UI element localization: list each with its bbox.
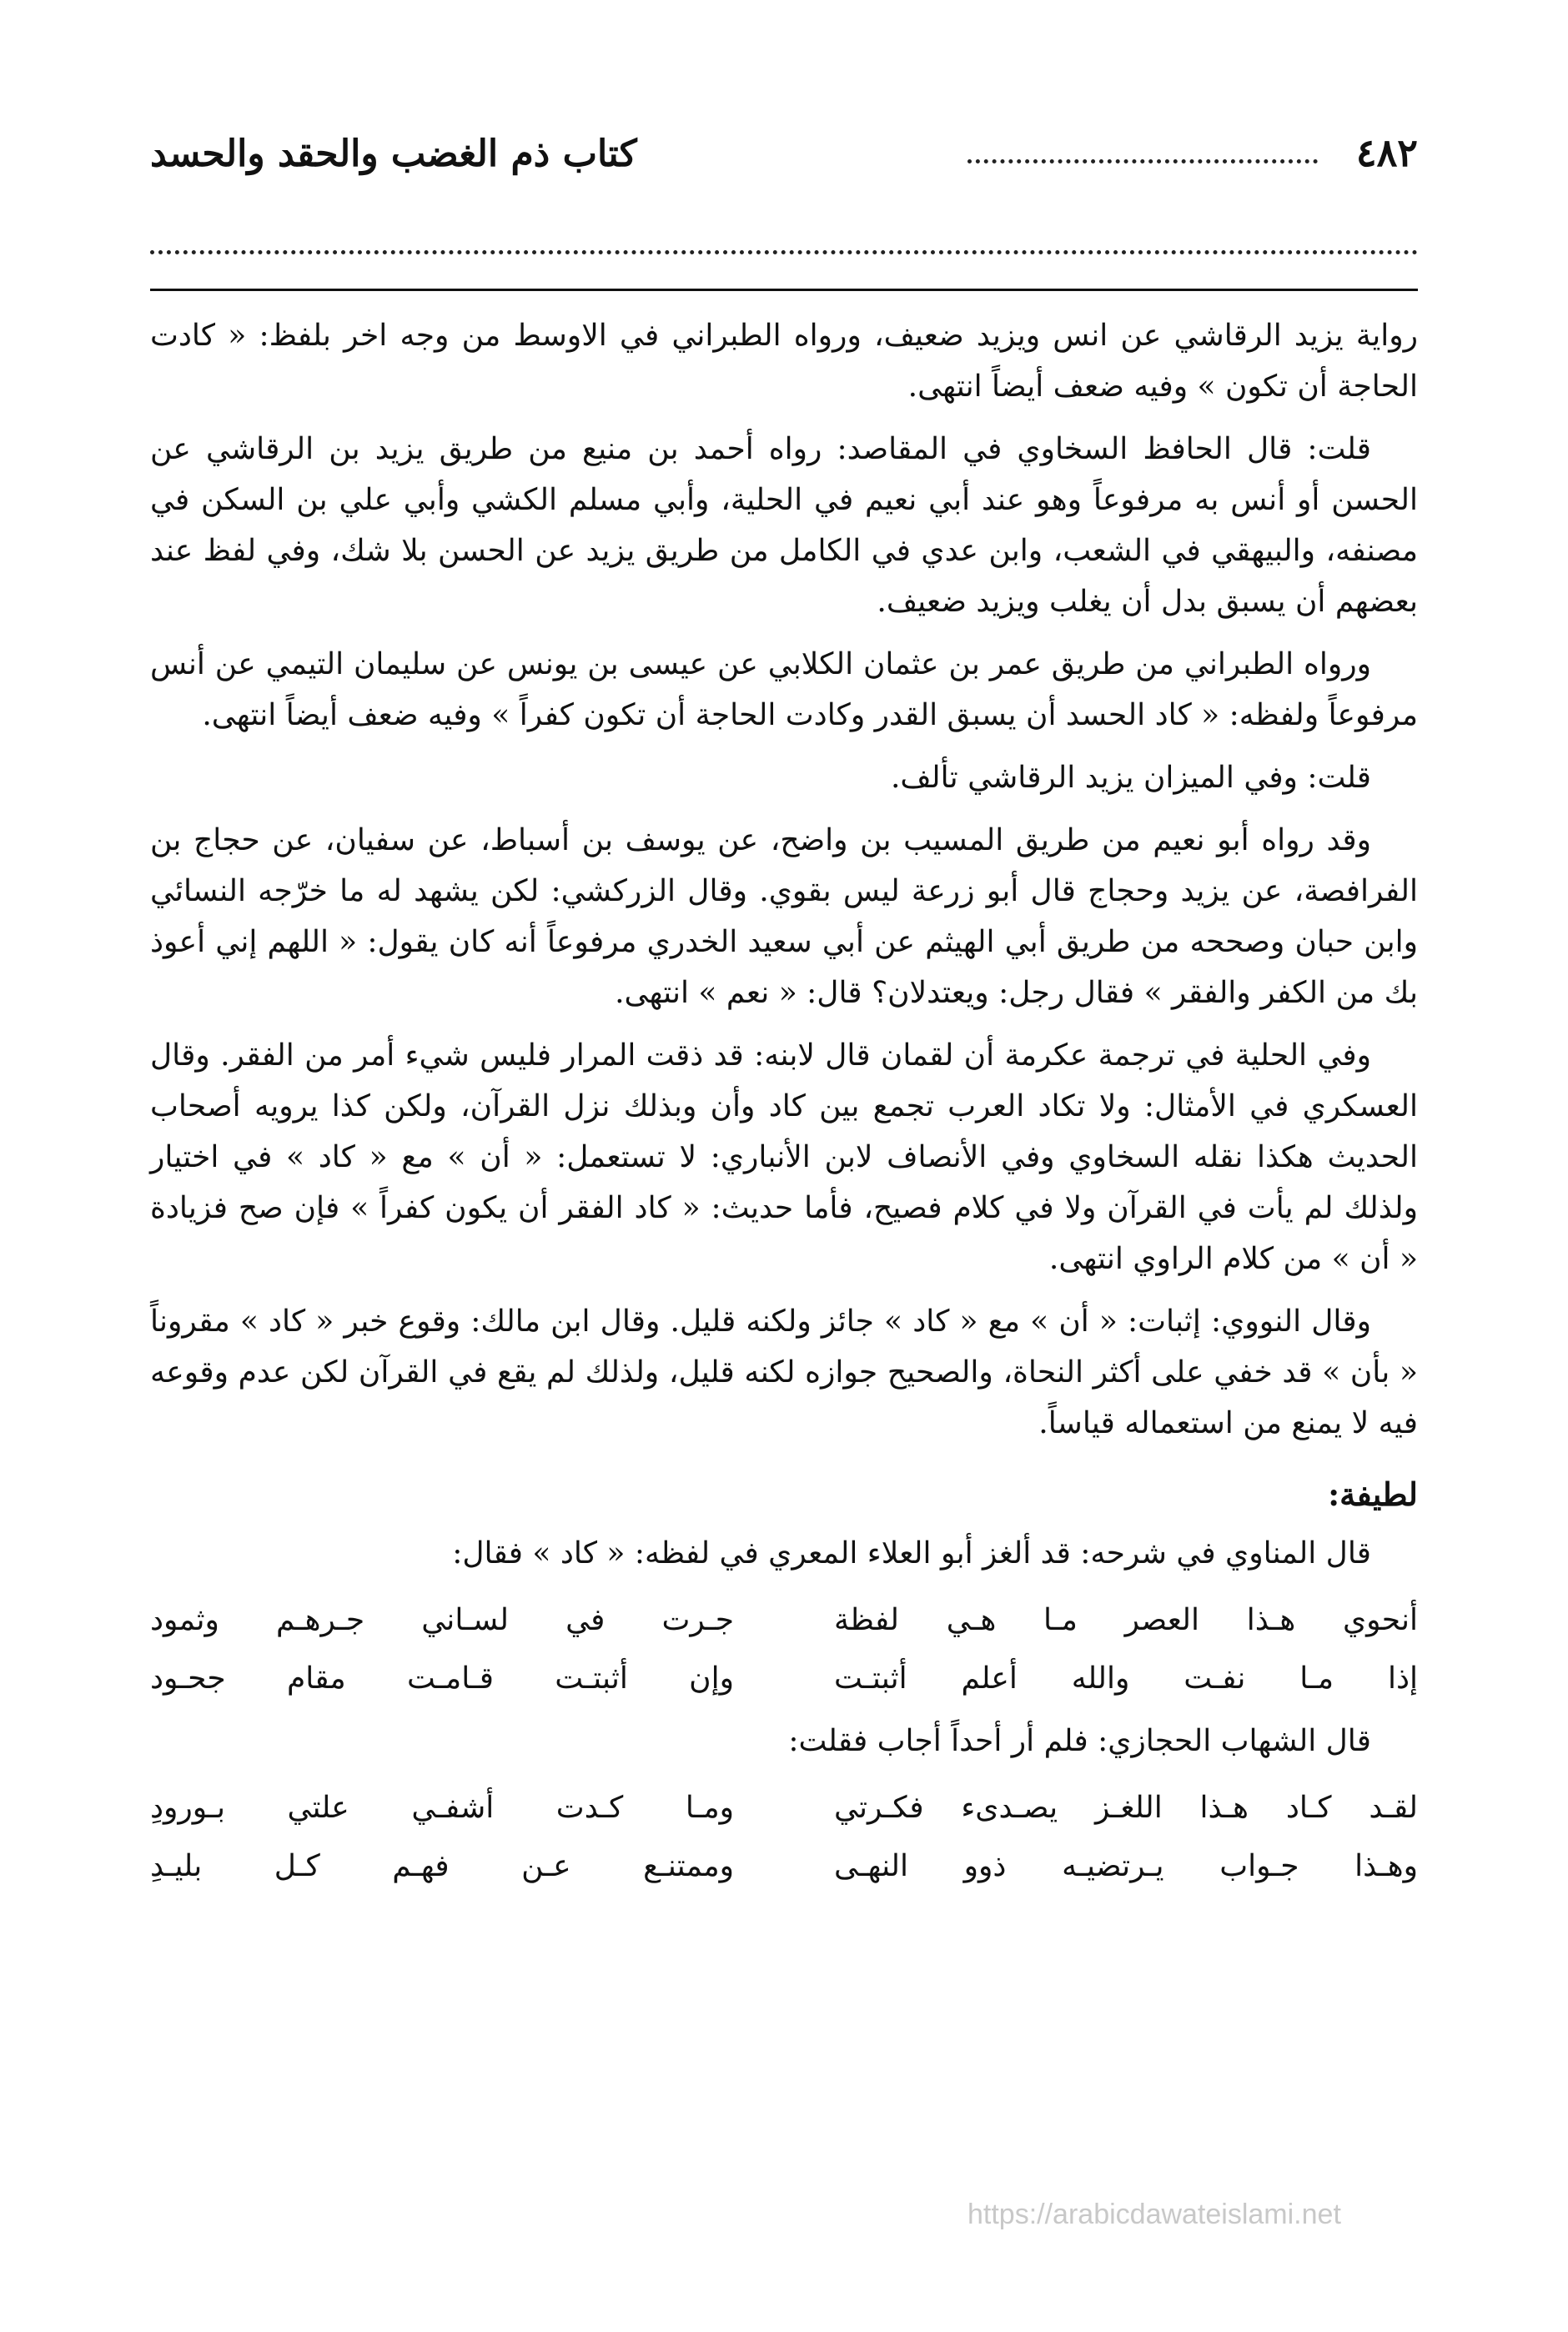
paragraph: رواية يزيد الرقاشي عن انس ويزيد ضعيف، ورواه الطبراني في الاوسط من وجه اخر بلفظ: « كادت الحاجة أن تكون » وفيه ضعف أيضاً انتهى. bbox=[150, 319, 1418, 404]
page-body bbox=[150, 310, 1418, 1903]
poem-verse bbox=[150, 1649, 1418, 1707]
paragraph: وفي الحلية في ترجمة عكرمة أن لقمان قال لابنه: قد ذقت المرار فليس شيء أمر من الفقر. وقال العسكري في الأمثال: ولا تكاد العرب تجمع بين كاد وأن وبذلك نزل القرآن، ولكن كذا يرويه أصحاب الحديث هكذا نقله السخاوي وفي الأنصاف لابن الأنباري: لا تستعمل: « أن » مع « كاد » في اختيار ولذلك لم يأت في القرآن ولا في كلام فصيح، فأما حديث: « كاد الفقر أن يكون كفراً » فإن صح فزيادة « أن » من كلام الراوي انتهى. bbox=[150, 1038, 1418, 1276]
poem-verse bbox=[150, 1591, 1418, 1649]
verse-first-half: أنحوي هـذا العصر مـا هـي لفظة bbox=[834, 1602, 1418, 1637]
watermark-url: https://arabicdawateislami.net bbox=[967, 2199, 1341, 2230]
header-dotted-leader bbox=[967, 159, 1318, 163]
verse-first-half: إذا مـا نفـت والله أعلم أثبتـت bbox=[834, 1661, 1418, 1696]
poem bbox=[150, 1778, 1418, 1895]
verse-first-half: لقـد كـاد هـذا اللغـز يصـدىء فكـرتي bbox=[834, 1790, 1418, 1825]
paragraph: وقال النووي: إثبات: « أن » مع « كاد » جائز ولكنه قليل. وقال ابن مالك: وقوع خبر « كاد » مقروناً « بأن » قد خفي على أكثر النحاة، والصحيح جوازه لكنه قليل، ولذلك لم يقع في القرآن لكن عدم وقوعه فيه لا يمنع من استعماله قياساً. bbox=[150, 1304, 1418, 1440]
poem-verse bbox=[150, 1778, 1418, 1837]
running-header bbox=[150, 125, 1418, 175]
paragraph: قلت: وفي الميزان يزيد الرقاشي تألف. bbox=[890, 761, 1371, 795]
poem-intro: قال المناوي في شرحه: قد ألغز أبو العلاء المعري في لفظه: « كاد » فقال: bbox=[452, 1536, 1371, 1571]
paragraph: قلت: قال الحافظ السخاوي في المقاصد: رواه أحمد بن منيع من طريق يزيد بن الرقاشي عن الحسن أو أنس به مرفوعاً وهو عند أبي نعيم في الحلية، وأبي مسلم الكشي وأبي علي بن السكن في مصنفه، والبيهقي في الشعب، وابن عدي في الكامل من طريق يزيد عن الحسن بلا شك، وفي لفظ عند بعضهم أن يسبق بدل أن يغلب ويزيد ضعيف. bbox=[150, 432, 1418, 619]
paragraph: ورواه الطبراني من طريق عمر بن عثمان الكلابي عن عيسى بن يونس عن سليمان التيمي عن أنس مرفوعاً ولفظه: « كاد الحسد أن يسبق القدر وكادت الحاجة أن تكون كفراً » وفيه ضعف أيضاً انتهى. bbox=[150, 647, 1418, 732]
dotted-rule bbox=[150, 250, 1418, 254]
poem-verse bbox=[150, 1837, 1418, 1895]
verse-second-half: جـرت في لسـاني جـرهـم وثمود bbox=[150, 1602, 734, 1637]
page-number: ٤٨٢ bbox=[1355, 130, 1418, 175]
poem-intro: قال الشهاب الحجازي: فلم أر أحداً أجاب فقلت: bbox=[788, 1724, 1371, 1758]
paragraph: وقد رواه أبو نعيم من طريق المسيب بن واضح، عن يوسف بن أسباط، عن سفيان، عن حجاج بن الفرافصة، عن يزيد وحجاج قال أبو زرعة ليس بقوي. وقال الزركشي: لكن يشهد له ما خرّجه النسائي وابن حبان وصححه من طريق أبي الهيثم عن أبي سعيد الخدري مرفوعاً أنه كان يقول: « اللهم إني أعوذ بك من الكفر والفقر » فقال رجل: ويعتدلان؟ قال: « نعم » انتهى. bbox=[150, 823, 1418, 1010]
book-title: كتاب ذم الغضب والحقد والحسد bbox=[150, 133, 637, 175]
solid-rule bbox=[150, 289, 1418, 291]
verse-first-half: وهـذا جـواب يـرتضيـه ذوو النهـى bbox=[834, 1848, 1418, 1883]
verse-second-half: ومـا كـدت أشفـي علتي بـورودِ bbox=[150, 1790, 734, 1825]
verse-second-half: وإن أثبتـت قـامـت مقام جحـود bbox=[150, 1661, 734, 1696]
poem bbox=[150, 1591, 1418, 1707]
verse-second-half: وممتنـع عـن فهـم كـل بليـدِ bbox=[150, 1848, 734, 1883]
section-heading: لطيفة: bbox=[1328, 1475, 1418, 1513]
